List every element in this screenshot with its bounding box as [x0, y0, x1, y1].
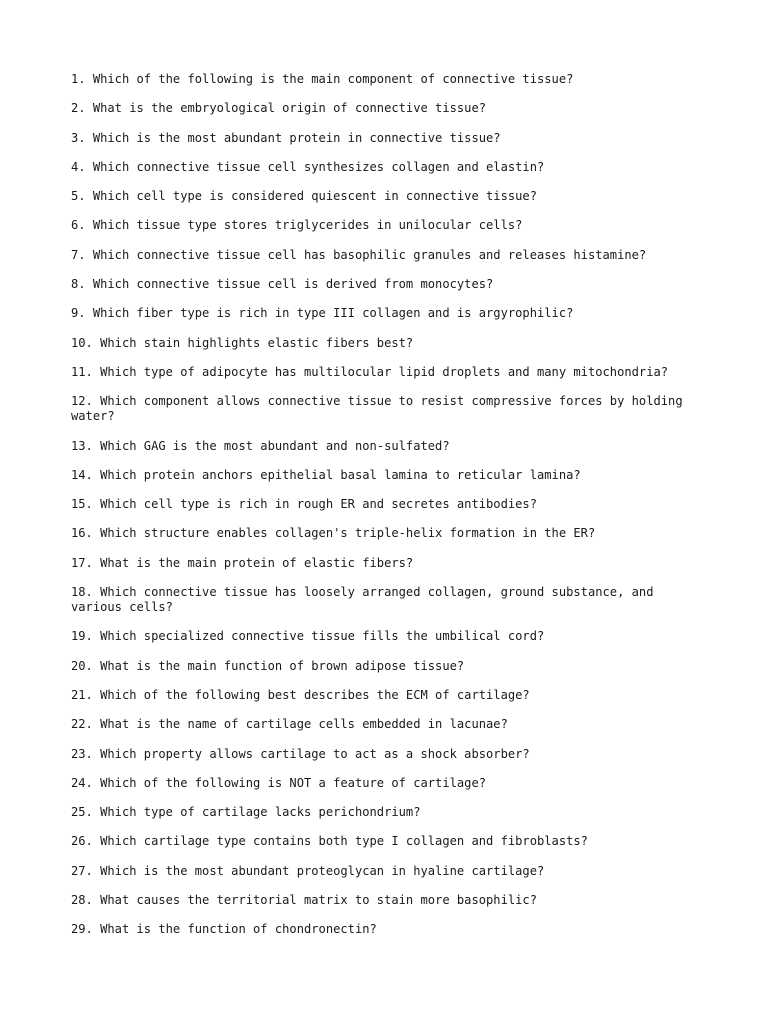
- question-item: 23. Which property allows cartilage to act as a shock absorber?: [71, 746, 530, 761]
- question-item: 11. Which type of adipocyte has multilocular lipid droplets and many mitochondria?: [71, 364, 669, 379]
- question-item: 25. Which type of cartilage lacks perichondrium?: [71, 805, 421, 820]
- question-item: 9. Which fiber type is rich in type III collagen and is argyrophilic?: [71, 306, 574, 321]
- question-item: 18. Which connective tissue has loosely arranged collagen, ground substance, and various cells?: [71, 585, 654, 615]
- question-item: 4. Which connective tissue cell synthesizes collagen and elastin?: [71, 159, 545, 174]
- question-item: 28. What causes the territorial matrix to stain more basophilic?: [71, 893, 537, 908]
- question-item: 13. Which GAG is the most abundant and non-sulfated?: [71, 438, 450, 453]
- question-item: 20. What is the main function of brown adipose tissue?: [71, 658, 465, 673]
- question-item: 6. Which tissue type stores triglycerides in unilocular cells?: [71, 218, 523, 233]
- question-item: 8. Which connective tissue cell is derived from monocytes?: [71, 277, 494, 292]
- question-item: 15. Which cell type is rich in rough ER and secretes antibodies?: [71, 497, 537, 512]
- question-item: 21. Which of the following best describes the ECM of cartilage?: [71, 687, 530, 702]
- question-item: 19. Which specialized connective tissue fills the umbilical cord?: [71, 629, 545, 644]
- question-item: 17. What is the main protein of elastic fibers?: [71, 555, 414, 570]
- question-item: 27. Which is the most abundant proteoglycan in hyaline cartilage?: [71, 863, 545, 878]
- question-item: 3. Which is the most abundant protein in connective tissue?: [71, 130, 501, 145]
- question-item: 29. What is the function of chondronectin?: [71, 922, 377, 937]
- question-item: 22. What is the name of cartilage cells embedded in lacunae?: [71, 717, 508, 732]
- question-item: 7. Which connective tissue cell has basophilic granules and releases histamine?: [71, 247, 647, 262]
- question-item: 5. Which cell type is considered quiescent in connective tissue?: [71, 189, 537, 204]
- question-item: 24. Which of the following is NOT a feature of cartilage?: [71, 775, 487, 790]
- question-item: 10. Which stain highlights elastic fibers best?: [71, 335, 414, 350]
- question-item: 1. Which of the following is the main component of connective tissue?: [71, 72, 574, 86]
- question-item: 14. Which protein anchors epithelial basal lamina to reticular lamina?: [71, 467, 581, 482]
- question-item: 12. Which component allows connective tissue to resist compressive forces by holding water?: [71, 394, 683, 424]
- question-item: 2. What is the embryological origin of connective tissue?: [71, 101, 487, 116]
- question-list: [71, 72, 711, 952]
- question-item: 16. Which structure enables collagen's triple-helix formation in the ER?: [71, 526, 596, 541]
- question-item: 26. Which cartilage type contains both type I collagen and fibroblasts?: [71, 834, 588, 849]
